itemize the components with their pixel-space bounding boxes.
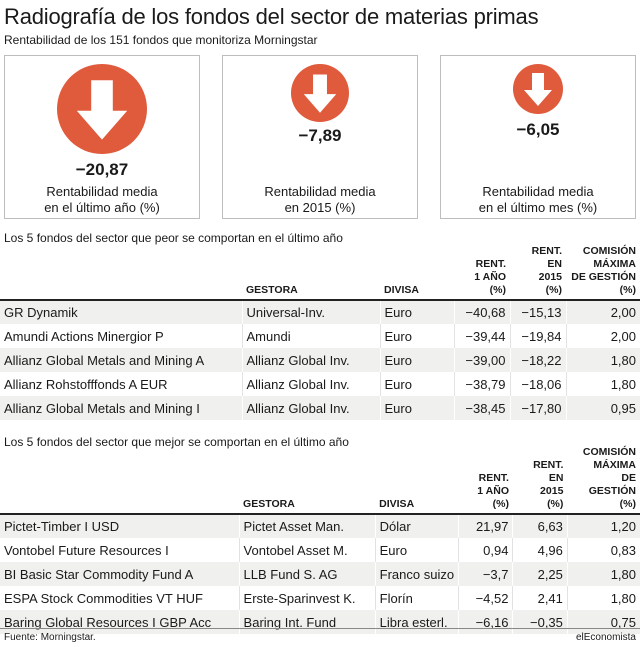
kpi-label-line2: en 2015 (%) [284, 200, 356, 215]
best-funds-title: Los 5 fondos del sector que mejor se comportan en el último año [4, 435, 349, 449]
down-arrow-icon [513, 64, 563, 114]
fund-name-cell: Allianz Rohstofffonds A EUR [4, 376, 168, 392]
divisa-cell: Franco suizo [375, 562, 458, 586]
rent-1-year-cell: 21,97 [459, 514, 513, 538]
comision-cell: 1,80 [567, 562, 640, 586]
header-fund [0, 240, 242, 300]
divisa-cell: Libra esterl. [375, 610, 458, 634]
table-row [0, 562, 640, 586]
down-arrow-icon [57, 64, 147, 154]
kpi-label-line1: Rentabilidad media [46, 184, 158, 199]
table-row [0, 538, 640, 562]
kpi-value: −6,05 [516, 120, 560, 139]
rent-2015-cell: 2,41 [513, 586, 567, 610]
header-rent-2015: RENT. EN 2015 (%) [531, 245, 562, 296]
kpi-label-line1: Rentabilidad media [264, 184, 376, 199]
gestora-cell: LLB Fund S. AG [239, 562, 375, 586]
rent-1-year-cell: −6,16 [459, 610, 513, 634]
divisa-cell: Dólar [375, 514, 458, 538]
page-title: Radiografía de los fondos del sector de materias primas [4, 4, 539, 29]
kpi-label-line1: Rentabilidad media [482, 184, 594, 199]
kpi-value: −20,87 [75, 160, 129, 179]
divisa-cell: Euro [380, 348, 454, 372]
gestora-cell: Amundi [242, 324, 380, 348]
header-fund [0, 446, 239, 514]
rent-1-year-cell: −39,44 [454, 324, 510, 348]
fund-name-cell: Allianz Global Metals and Mining I [4, 400, 200, 416]
rent-2015-cell: 2,25 [513, 562, 567, 586]
table-header-row [0, 240, 640, 300]
comision-cell: 0,95 [566, 396, 640, 420]
table-row [0, 514, 640, 538]
brand-logo: elEconomista [575, 632, 636, 643]
gestora-cell: Vontobel Asset M. [239, 538, 375, 562]
gestora-cell: Allianz Global Inv. [242, 372, 380, 396]
header-gestora: GESTORA [246, 284, 298, 296]
comision-cell: 1,80 [567, 586, 640, 610]
fund-name-cell: Pictet-Timber I USD [4, 519, 120, 534]
comision-cell: 1,80 [566, 372, 640, 396]
table-row [0, 300, 640, 324]
table-header-row [0, 446, 640, 514]
kpi-card-2015 [222, 55, 418, 219]
table-row [0, 372, 640, 396]
rent-2015-cell: −18,06 [510, 372, 566, 396]
source-note: Fuente: Morningstar. [4, 632, 96, 643]
best-funds-table [0, 446, 640, 634]
divisa-cell: Euro [375, 538, 458, 562]
header-gestora: GESTORA [243, 498, 295, 510]
fund-name-cell: ESPA Stock Commodities VT HUF [4, 590, 203, 606]
rent-2015-cell: −17,80 [510, 396, 566, 420]
header-comision: COMISIÓN MÁXIMA DE GESTIÓN (%) [582, 446, 636, 510]
rent-1-year-cell: 0,94 [459, 538, 513, 562]
divisa-cell: Euro [380, 372, 454, 396]
fund-name-cell: GR Dynamik [4, 305, 78, 320]
gestora-cell: Erste-Sparinvest K. [239, 586, 375, 610]
down-arrow-icon [291, 64, 349, 122]
fund-name-cell: Amundi Actions Minergior P [4, 328, 164, 344]
header-divisa: DIVISA [379, 498, 415, 510]
rent-2015-cell: −0,35 [513, 610, 567, 634]
rent-1-year-cell: −38,45 [454, 396, 510, 420]
page-subtitle: Rentabilidad de los 151 fondos que monitoriza Morningstar [4, 33, 318, 47]
footer-divider [0, 628, 640, 629]
divisa-cell: Euro [380, 396, 454, 420]
kpi-label-line2: en el último mes (%) [478, 200, 598, 215]
rent-1-year-cell: −4,52 [459, 586, 513, 610]
rent-1-year-cell: −3,7 [459, 562, 513, 586]
comision-cell: 0,75 [567, 610, 640, 634]
worst-funds-title: Los 5 fondos del sector que peor se comportan en el último año [4, 231, 343, 245]
table-row [0, 610, 640, 634]
divisa-cell: Florín [375, 586, 458, 610]
rent-2015-cell: −19,84 [510, 324, 566, 348]
rent-2015-cell: −18,22 [510, 348, 566, 372]
comision-cell: 0,83 [567, 538, 640, 562]
rent-2015-cell: 4,96 [513, 538, 567, 562]
divisa-cell: Euro [380, 300, 454, 324]
rent-1-year-cell: −39,00 [454, 348, 510, 372]
header-rent-1-year: RENT. 1 AÑO (%) [474, 258, 506, 296]
fund-name-cell: Baring Global Resources I GBP Acc [4, 614, 212, 630]
rent-2015-cell: 6,63 [513, 514, 567, 538]
comision-cell: 1,80 [566, 348, 640, 372]
gestora-cell: Allianz Global Inv. [242, 348, 380, 372]
divisa-cell: Euro [380, 324, 454, 348]
kpi-label-line2: en el último año (%) [44, 200, 160, 215]
table-row [0, 324, 640, 348]
kpi-value: −7,89 [298, 126, 342, 145]
rent-2015-cell: −15,13 [510, 300, 566, 324]
gestora-cell: Allianz Global Inv. [242, 396, 380, 420]
fund-name-cell: Vontobel Future Resources I [4, 542, 169, 558]
table-row [0, 396, 640, 420]
rent-1-year-cell: −38,79 [454, 372, 510, 396]
gestora-cell: Pictet Asset Man. [239, 514, 375, 538]
fund-name-cell: BI Basic Star Commodity Fund A [4, 566, 194, 582]
header-comision: COMISIÓN MÁXIMA DE GESTIÓN (%) [571, 245, 636, 296]
comision-cell: 1,20 [567, 514, 640, 538]
header-rent-1-year: RENT. 1 AÑO (%) [477, 472, 509, 510]
gestora-cell: Universal-Inv. [242, 300, 380, 324]
kpi-card-year [4, 55, 200, 219]
header-divisa: DIVISA [384, 284, 420, 296]
kpi-card-month [440, 55, 636, 219]
gestora-cell: Baring Int. Fund [239, 610, 375, 634]
header-rent-2015: RENT. EN 2015 (%) [533, 459, 564, 510]
comision-cell: 2,00 [566, 300, 640, 324]
rent-1-year-cell: −40,68 [454, 300, 510, 324]
table-row [0, 348, 640, 372]
fund-name-cell: Allianz Global Metals and Mining A [4, 352, 205, 368]
worst-funds-table [0, 240, 640, 420]
comision-cell: 2,00 [566, 324, 640, 348]
table-row [0, 586, 640, 610]
